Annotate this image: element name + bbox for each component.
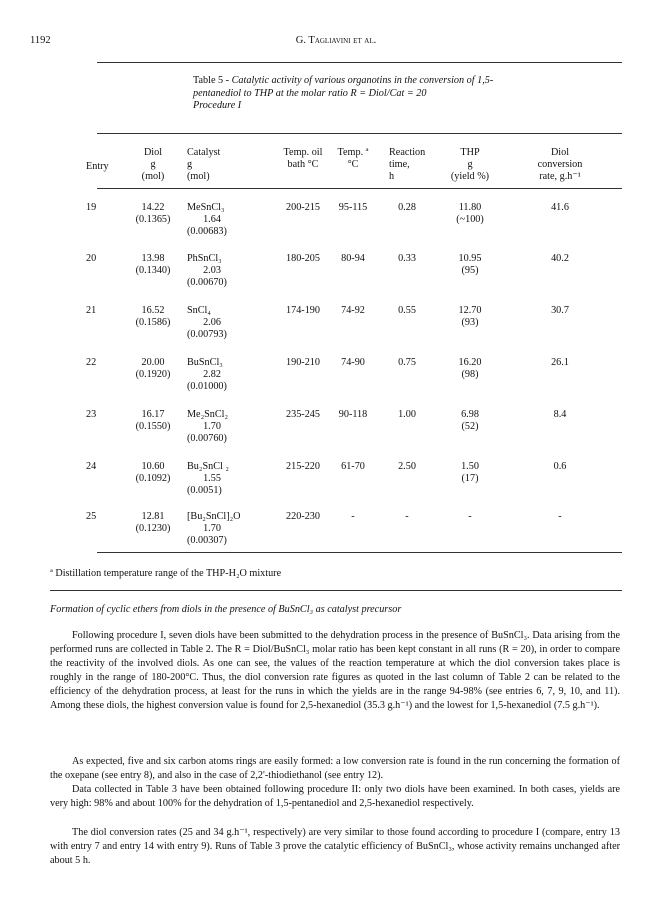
cell-catalyst-g: 2.82 [203, 369, 221, 380]
header-diol-1: Diol [143, 147, 163, 158]
footnote-rule [50, 590, 622, 591]
cell-thp-yield: (~100) [456, 214, 484, 225]
cell-rate: 8.4 [553, 409, 567, 420]
header-temp-oil-1: Temp. oil [283, 147, 323, 158]
cell-thp-g: 1.50 [461, 461, 479, 472]
cell-rate: 0.6 [553, 461, 567, 472]
cell-catalyst-name: Bu₂SnCl ₂ [187, 461, 229, 472]
table-top-rule [97, 133, 622, 134]
cell-oil-temp: 215-220 [286, 461, 320, 472]
header-reaction-3: h [389, 171, 395, 182]
caption-label: Table 5 [193, 75, 224, 86]
header-diol-2: g [150, 159, 156, 170]
cell-thp-yield: (17) [461, 473, 479, 484]
cell-catalyst-mol: (0.01000) [187, 381, 227, 392]
cell-time: - [405, 511, 409, 522]
cell-entry: 20 [86, 253, 97, 264]
section-title: Formation of cyclic ethers from diols in the presence of BuSnCl₃ as catalyst precursor [50, 604, 402, 615]
header-rule [97, 188, 622, 189]
cell-time: 0.33 [398, 253, 416, 264]
cell-temp: 61-70 [341, 461, 365, 472]
cell-catalyst-g: 1.70 [203, 421, 221, 432]
cell-diol-g: 13.98 [141, 253, 165, 264]
cell-catalyst-name: PhSnCl₃ [187, 253, 222, 264]
cell-temp: 80-94 [341, 253, 365, 264]
cell-oil-temp: 180-205 [286, 253, 320, 264]
cell-time: 0.75 [398, 357, 416, 368]
cell-catalyst-g: 1.64 [203, 214, 221, 225]
cell-rate: - [558, 511, 562, 522]
header-temp-1: Temp. ª [337, 147, 369, 158]
cell-diol-mol: (0.1550) [135, 421, 171, 432]
cell-diol-g: 16.17 [141, 409, 165, 420]
cell-catalyst-name: SnCl₄ [187, 305, 211, 316]
header-diol-3: (mol) [141, 171, 165, 182]
cell-oil-temp: 235-245 [286, 409, 320, 420]
cell-thp-g: 10.95 [458, 253, 482, 264]
cell-catalyst-g: 2.06 [203, 317, 221, 328]
header-catalyst [187, 147, 257, 183]
top-rule [97, 62, 622, 63]
header-catalyst-3: (mol) [187, 171, 210, 182]
header-temp-oil-2: bath °C [287, 159, 319, 170]
cell-oil-temp: 200-215 [286, 202, 320, 213]
header-conversion [520, 147, 600, 183]
cell-temp: 74-90 [341, 357, 365, 368]
cell-rate: 41.6 [551, 202, 569, 213]
cell-time: 1.00 [398, 409, 416, 420]
header-thp-1: THP [460, 147, 480, 158]
caption-procedure: Procedure I [193, 100, 242, 111]
cell-thp-yield: (52) [461, 421, 479, 432]
cell-catalyst-g: 2.03 [203, 265, 221, 276]
cell-thp-g: 11.80 [458, 202, 482, 213]
cell-thp-yield: (98) [461, 369, 479, 380]
cell-catalyst-mol: (0.0051) [187, 485, 222, 496]
header-conv-3: rate, g.h⁻¹ [539, 171, 581, 182]
header-reaction-1: Reaction [389, 147, 426, 158]
cell-diol-g: 12.81 [141, 511, 165, 522]
cell-temp: 95-115 [338, 202, 368, 213]
running-head: G. Tagliavini et al. [295, 35, 377, 46]
cell-catalyst-mol: (0.00793) [187, 329, 227, 340]
cell-time: 0.55 [398, 305, 416, 316]
header-temp-2: °C [347, 159, 359, 170]
cell-entry: 23 [86, 409, 97, 420]
table-footnote: ª Distillation temperature range of the THP-H₂O mixture [50, 568, 282, 579]
cell-rate: 30.7 [551, 305, 569, 316]
cell-catalyst-name: [Bu₂SnCl]₂O [187, 511, 241, 522]
cell-thp-g: 12.70 [458, 305, 482, 316]
cell-oil-temp: 190-210 [286, 357, 320, 368]
cell-catalyst-mol: (0.00760) [187, 433, 227, 444]
cell-thp-yield: (93) [461, 317, 479, 328]
cell-diol-g: 20.00 [141, 357, 165, 368]
paragraph-3: Data collected in Table 3 have been obtained following procedure II: only two diols have been examined. In both cases, yields are very high: 98% and about 100% for the dehydration of 1,5-pentanediol and 2,5-hexanediol respectively. [50, 784, 620, 809]
cell-catalyst-name: BuSnCl₃ [187, 357, 223, 368]
cell-entry: 25 [86, 511, 97, 522]
cell-time: 0.28 [398, 202, 416, 213]
cell-oil-temp: 174-190 [286, 305, 320, 316]
header-catalyst-1: Catalyst [187, 147, 221, 158]
header-conv-1: Diol [550, 147, 570, 158]
cell-diol-mol: (0.1920) [135, 369, 171, 380]
header-conv-2: conversion [537, 159, 583, 170]
cell-time: 2.50 [398, 461, 416, 472]
cell-oil-temp: 220-230 [286, 511, 320, 522]
header-temp [323, 147, 383, 171]
cell-catalyst-g: 1.70 [203, 523, 221, 534]
cell-diol-g: 16.52 [141, 305, 165, 316]
cell-diol-g: 10.60 [141, 461, 165, 472]
cell-diol-g: 14.22 [141, 202, 165, 213]
cell-thp-g: 16.20 [458, 357, 482, 368]
cell-catalyst-mol: (0.00307) [187, 535, 227, 546]
paragraph-4: The diol conversion rates (25 and 34 g.h⁻¹, respectively) are very similar to those found according to procedure I (compare, entry 13 with entry 7 and entry 14 with entry 9). Runs of Table 3 prove the catalytic efficiency of BuSnCl₃, whose activity remains unchanged after about 5 h. [50, 827, 620, 866]
cell-diol-mol: (0.1340) [135, 265, 171, 276]
header-thp-3: (yield %) [450, 171, 490, 182]
header-thp-2: g [467, 159, 473, 170]
cell-catalyst-name: MeSnCl₃ [187, 202, 225, 213]
cell-diol-mol: (0.1365) [135, 214, 171, 225]
cell-temp: - [351, 511, 355, 522]
cell-entry: 22 [86, 357, 97, 368]
cell-diol-mol: (0.1092) [135, 473, 171, 484]
header-reaction-2: time, [389, 159, 410, 170]
cell-diol-mol: (0.1586) [135, 317, 171, 328]
header-diol [118, 147, 188, 183]
table-caption: Table 5 - Catalytic activity of various organotins in the conversion of 1,5-pentanediol to THP at the molar ratio R = Diol/Cat = 20 Procedure I [193, 75, 494, 111]
cell-catalyst-name: Me₂SnCl₂ [187, 409, 229, 420]
cell-thp-g: - [468, 511, 472, 522]
paragraph-1: Following procedure I, seven diols have been submitted to the dehydration process in the presence of BuSnCl₃. Data arising from the performed runs are collected in Table 2. The R = Diol/BuSnCl₃ molar ratio has been kept constant in all runs (R = 20), in order to compare the reactivity of the involved diols. As one can see, the values of the reaction temperature at which the diol conversion takes place is roughly in the range of 180-200°C. Thus, the diol conversion rate figures as quoted in the last column of Table 2 can be related to the efficiency of the dehydration process, at least for the runs in which the yields are in the range 94-98% (see entries 6, 7, 9, 10, and 11). Among these diols, the highest conversion value is found for 2,5-hexanediol (35.3 g.h⁻¹) and the lowest for 1,5-hexanediol (7.5 g.h⁻¹). [50, 630, 620, 711]
page-number: 1192 [30, 35, 51, 46]
cell-entry: 19 [86, 202, 97, 213]
cell-thp-yield: (95) [461, 265, 479, 276]
cell-entry: 21 [86, 305, 97, 316]
cell-temp: 74-92 [341, 305, 365, 316]
cell-rate: 40.2 [551, 253, 569, 264]
header-entry: Entry [86, 161, 109, 172]
cell-entry: 24 [86, 461, 97, 472]
paragraph-2: As expected, five and six carbon atoms rings are easily formed: a low conversion rate is found in the run concerning the formation of the oxepane (see entry 8), and also in the case of 2,2'-thiodiethanol (see entry 12). [50, 756, 620, 781]
header-thp [435, 147, 505, 183]
cell-catalyst-mol: (0.00670) [187, 277, 227, 288]
cell-thp-g: 6.98 [461, 409, 479, 420]
cell-diol-mol: (0.1230) [135, 523, 171, 534]
cell-rate: 26.1 [551, 357, 569, 368]
header-catalyst-2: g [187, 159, 193, 170]
cell-catalyst-mol: (0.00683) [187, 226, 227, 237]
table-bottom-rule [97, 552, 622, 553]
cell-temp: 90-118 [338, 409, 368, 420]
cell-catalyst-g: 1.55 [203, 473, 221, 484]
caption-text: Catalytic activity of various organotins in the conversion of 1,5-pentanediol to THP at the molar ratio R = Diol/Cat = 20 [193, 75, 494, 99]
